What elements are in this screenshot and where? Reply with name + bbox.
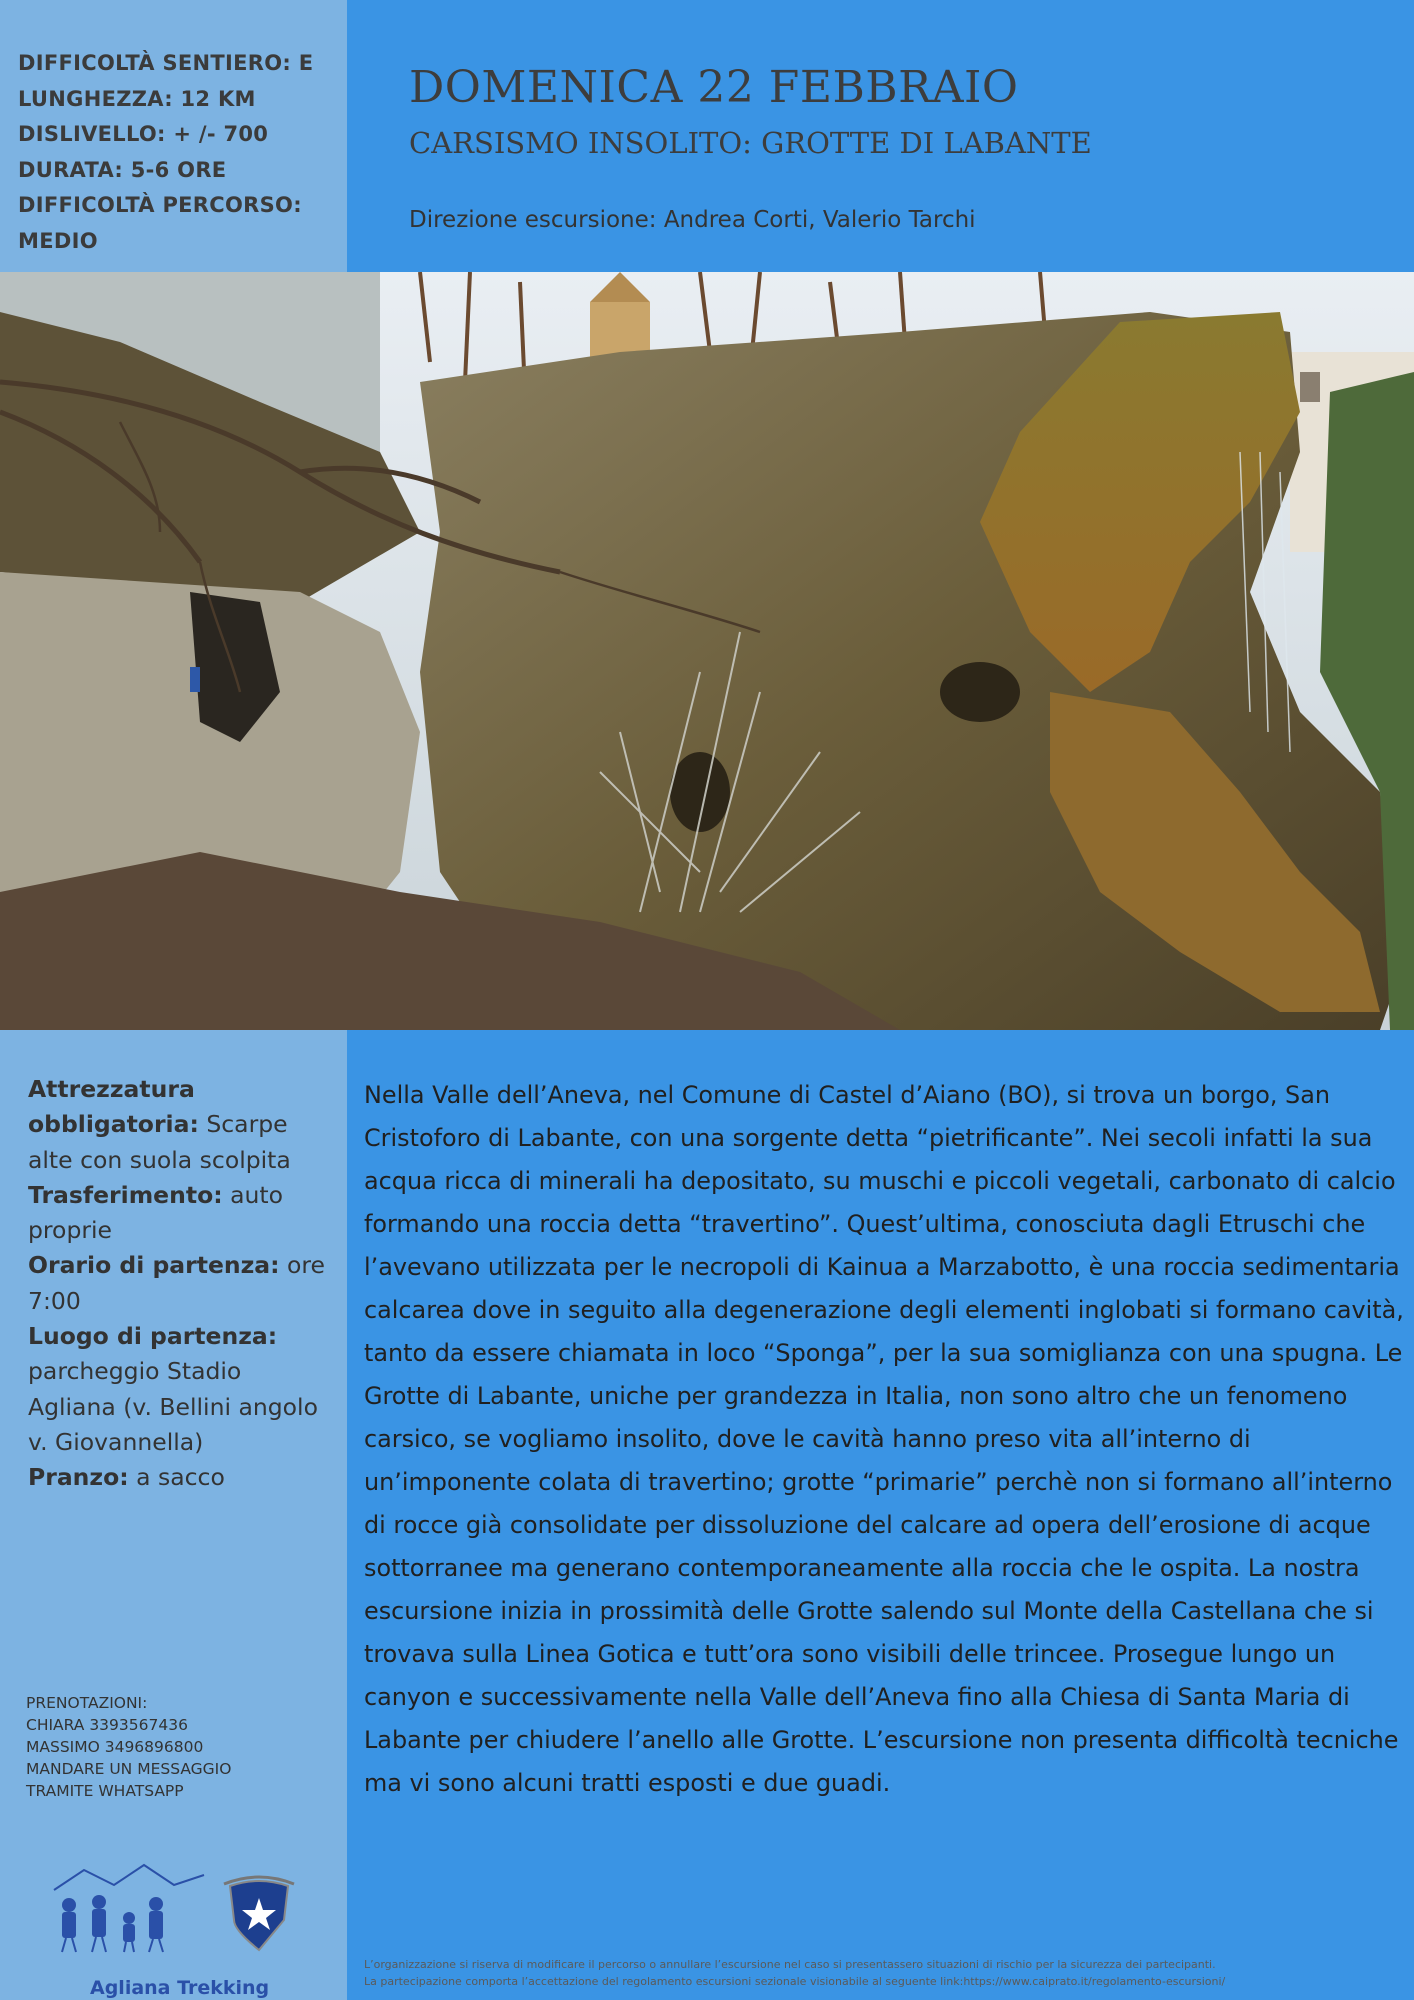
booking-title: PRENOTAZIONI: (26, 1694, 148, 1712)
practical-info (28, 1072, 333, 1496)
stat-length: LUNGHEZZA: 12 KM (18, 86, 256, 111)
lunch-label: Pranzo: (28, 1463, 129, 1492)
booking-info (26, 1692, 231, 1802)
lunch-value: a sacco (128, 1463, 225, 1492)
stat-route-difficulty-label: DIFFICOLTÀ PERCORSO: (18, 193, 302, 217)
stat-elevation: DISLIVELLO: + /- 700 (18, 122, 269, 146)
excursion-description: Nella Valle dell’Aneva, nel Comune di Castel d’Aiano (BO), si trova un borgo, San Cristoforo di Labante, con una sorgente detta “pietrificante”. Nei secoli infatti la sua acqua ricca di minerali ha depositato, su muschi e piccoli vegetali, carbonato di calcio formando una roccia detta “travertino”. Quest’ultima, conosciuta dagli Etruschi che l’avevano utilizzata per le necropoli di Kainua a Marzabotto, è una roccia sedimentaria calcarea dove in seguito alla degenerazione degli elementi inglobati si formano cavità, tanto da essere chiamata in loco “Sponga”, per la sua somiglianza con una spugna. Le Grotte di Labante, uniche per grandezza in Italia, non sono altro che un fenomeno carsico, se vogliamo insolito, dove le cavità hanno preso vita all’interno di un’imponente colata di travertino; grotte “primarie” perchè non si formano all’interno di rocce già consolidate per dissoluzione del calcare ad opera dell’erosione di acque sottorranee ma generano contemporaneamente alla roccia che le ospita. La nostra escursione inizia in prossimità delle Grotte salendo sul Monte della Castellana che si trovava sulla Linea Gotica e tutt’ora sono visibili delle trincee. Prosegue lungo un canyon e successivamente nella Valle dell’Aneva fino alla Chiesa di Santa Maria di Labante per chiudere l’anello alle Grotte. L’escursione non presenta difficoltà tecniche ma vi sono alcuni tratti esposti e due guadi. (364, 1081, 1404, 1797)
equipment-label: Attrezzatura obbligatoria: (28, 1075, 199, 1139)
stat-difficulty: DIFFICOLTÀ SENTIERO: E (18, 51, 314, 75)
trail-stats-box (0, 0, 347, 272)
page-title: DOMENICA 22 FEBBRAIO (409, 62, 1019, 113)
equipment-value: Scarpe alte con suola scolpita (28, 1110, 291, 1174)
departure-time-value: ore 7:00 (28, 1251, 326, 1315)
departure-place-value: parcheggio Stadio Agliana (v. Bellini angolo v. Giovannella) (28, 1357, 318, 1456)
page-subtitle: CARSISMO INSOLITO: GROTTE DI LABANTE (409, 126, 1092, 160)
booking-note-line2: TRAMITE WHATSAPP (26, 1782, 184, 1800)
booking-note-line1: MANDARE UN MESSAGGIO (26, 1760, 232, 1778)
departure-place-label: Luogo di partenza: (28, 1322, 278, 1351)
travertine-cliff-photo (0, 272, 1414, 1030)
stat-duration: DURATA: 5-6 ORE (18, 157, 227, 182)
cai-emblem-icon (224, 1877, 294, 1950)
stat-route-difficulty-value: MEDIO (18, 228, 98, 253)
footer-line-2: La partecipazione comporta l’accettazione del regolamento escursioni sezionale visionabile al seguente link:https://www.caiprato.it/regolamento-escursioni/ (364, 1975, 1226, 1988)
excursion-leaders: Direzione escursione: Andrea Corti, Valerio Tarchi (409, 207, 976, 233)
booking-contact-massimo: MASSIMO 3496896800 (26, 1738, 204, 1756)
footer-line-1: L’organizzazione si riserva di modificare il percorso o annullare l’escursione nel caso si presentassero situazioni di rischio per la sicurezza dei partecipanti. (364, 1958, 1216, 1971)
logos-area (44, 1860, 334, 1990)
hikers-logo (54, 1865, 204, 1952)
booking-contact-chiara: CHIARA 3393567436 (26, 1716, 188, 1734)
agliana-trekking-label: Agliana Trekking (90, 1977, 270, 1999)
left-info-panel (0, 1030, 347, 2000)
departure-time-label: Orario di partenza: (28, 1251, 280, 1280)
transfer-label: Trasferimento: (28, 1180, 223, 1209)
transfer-value: auto proprie (28, 1180, 283, 1245)
footer-disclaimer (364, 1956, 1404, 1990)
header (347, 0, 1414, 272)
